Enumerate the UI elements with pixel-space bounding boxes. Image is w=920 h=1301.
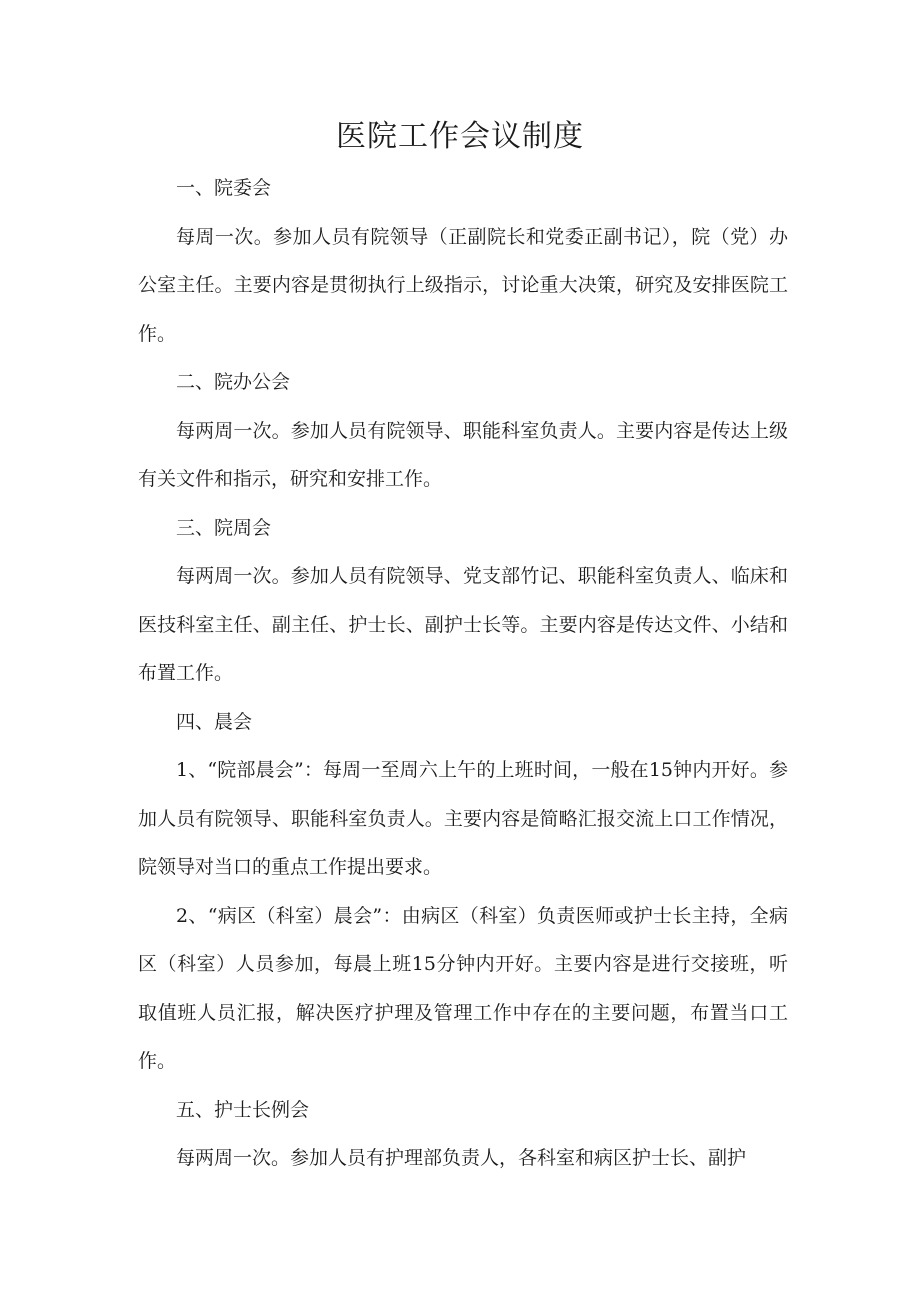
section-paragraph: 2、“病区（科室）晨会”：由病区（科室）负责医师或护士长主持，全病区（科室）人员参加，每晨上班15分钟内开好。主要内容是进行交接班，听取值班人员汇报，解决医疗护理及管理工作中存在的主要问题，布置当口工作。: [138, 904, 788, 1072]
section-heading: 三、院周会: [176, 516, 272, 539]
section-yuanbangonghui: [138, 358, 788, 504]
section-heading: 四、晨会: [176, 710, 253, 733]
document-body: [138, 164, 788, 1183]
section-yuanweihui: [138, 164, 788, 358]
document-title: 医院工作会议制度: [336, 119, 584, 154]
section-yuanzhouhui: [138, 504, 788, 698]
section-paragraph: 每两周一次。参加人员有护理部负责人，各科室和病区护士长、副护: [176, 1147, 747, 1169]
section-paragraph: 1、“院部晨会”：每周一至周六上午的上班时间，一般在15钟内开好。参加人员有院领导、职能科室负责人。主要内容是简略汇报交流上口工作情况，院领导对当口的重点工作提出要求。: [138, 759, 788, 878]
section-chenhui: [138, 698, 788, 1086]
section-heading: 五、护士长例会: [176, 1098, 310, 1121]
section-hushizhang-lihui: [138, 1086, 788, 1183]
section-paragraph: 每两周一次。参加人员有院领导、职能科室负责人。主要内容是传达上级有关文件和指示，研究和安排工作。: [138, 419, 788, 490]
section-heading: 二、院办公会: [176, 371, 291, 393]
section-heading: 一、院委会: [176, 177, 272, 199]
section-paragraph: 每周一次。参加人员有院领导（正副院长和党委正副书记），院（党）办公室主任。主要内容是贯彻执行上级指示，讨论重大决策，研究及安排医院工作。: [138, 225, 788, 345]
section-paragraph: 每两周一次。参加人员有院领导、党支部竹记、职能科室负责人、临床和医技科室主任、副主任、护士长、副护士长等。主要内容是传达文件、小结和布置工作。: [138, 565, 788, 684]
